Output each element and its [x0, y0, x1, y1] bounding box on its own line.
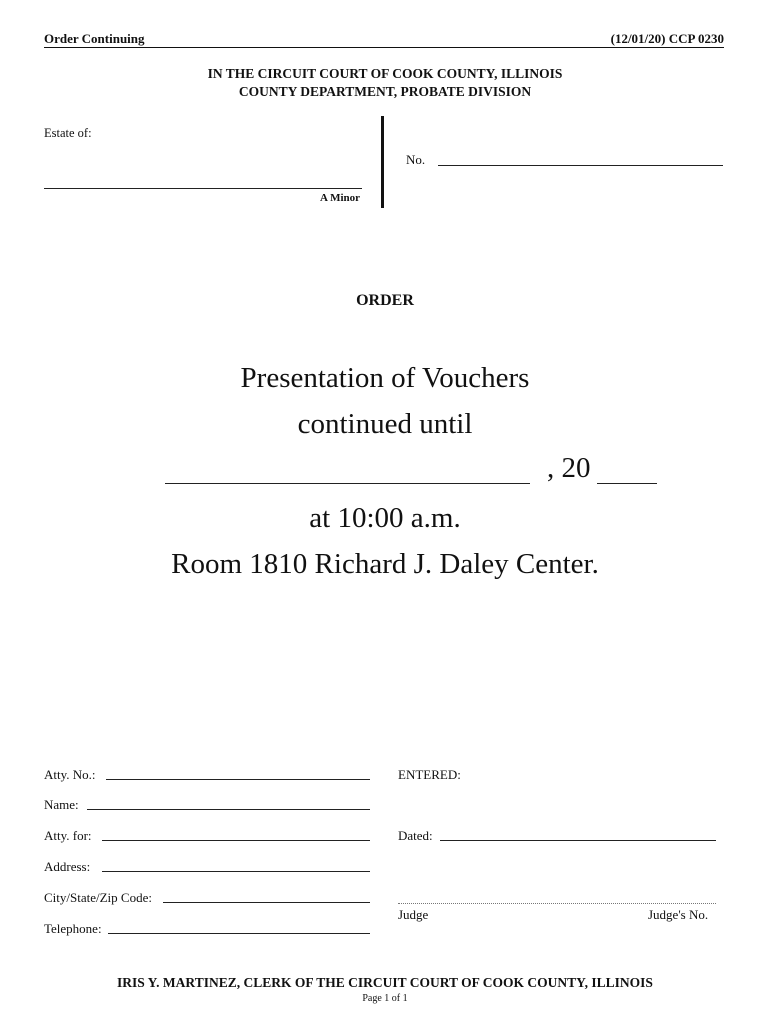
judge-label: Judge — [398, 907, 429, 922]
city-line[interactable] — [163, 902, 370, 903]
order-line-time: at 10:00 a.m. — [309, 502, 461, 534]
atty-for-field[interactable] — [44, 828, 92, 844]
telephone-line[interactable] — [108, 933, 370, 934]
year-line[interactable] — [597, 483, 657, 484]
estate-name-line[interactable] — [44, 188, 362, 189]
atty-no-line[interactable] — [106, 779, 370, 780]
caption-divider — [381, 116, 384, 208]
dated-label: Dated: — [398, 828, 433, 843]
order-title: ORDER — [356, 292, 414, 309]
order-line-presentation: Presentation of Vouchers — [240, 362, 530, 394]
form-code: (12/01/20) CCP 0230 — [610, 31, 724, 46]
year-prefix: , 20 — [547, 452, 591, 484]
order-line-continued: continued until — [297, 408, 473, 440]
dated-field[interactable] — [398, 828, 433, 844]
address-label: Address: — [44, 859, 91, 874]
court-heading-line1: IN THE CIRCUIT COURT OF COOK COUNTY, ILLINOIS — [207, 66, 563, 81]
name-field[interactable] — [44, 797, 79, 813]
name-label: Name: — [44, 797, 79, 812]
telephone-field[interactable] — [44, 921, 102, 937]
case-no-label: No. — [406, 152, 426, 167]
clerk-footer: IRIS Y. MARTINEZ, CLERK OF THE CIRCUIT COURT OF COOK COUNTY, ILLINOIS — [117, 975, 653, 990]
city-field[interactable] — [44, 890, 152, 906]
continue-date-line[interactable] — [165, 483, 530, 484]
estate-label: Estate of: — [44, 126, 92, 140]
telephone-label: Telephone: — [44, 921, 102, 936]
city-label: City/State/Zip Code: — [44, 890, 152, 905]
address-field[interactable] — [44, 859, 90, 875]
judge-signature-line[interactable] — [398, 903, 716, 904]
form-name: Order Continuing — [44, 31, 145, 46]
case-no-line[interactable] — [438, 165, 723, 166]
atty-no-field[interactable] — [44, 767, 96, 783]
atty-for-line[interactable] — [102, 840, 370, 841]
entered-label: ENTERED: — [398, 767, 461, 782]
atty-for-label: Atty. for: — [44, 828, 92, 843]
minor-label: A Minor — [320, 192, 361, 204]
atty-no-label: Atty. No.: — [44, 767, 96, 782]
judge-no-label: Judge's No. — [648, 907, 709, 922]
dated-line[interactable] — [440, 840, 716, 841]
court-heading-line2: COUNTY DEPARTMENT, PROBATE DIVISION — [238, 84, 532, 99]
page-number: Page 1 of 1 — [362, 993, 408, 1004]
order-line-room: Room 1810 Richard J. Daley Center. — [171, 548, 599, 580]
address-line[interactable] — [102, 871, 370, 872]
name-line[interactable] — [87, 809, 370, 810]
header-rule — [44, 47, 724, 48]
